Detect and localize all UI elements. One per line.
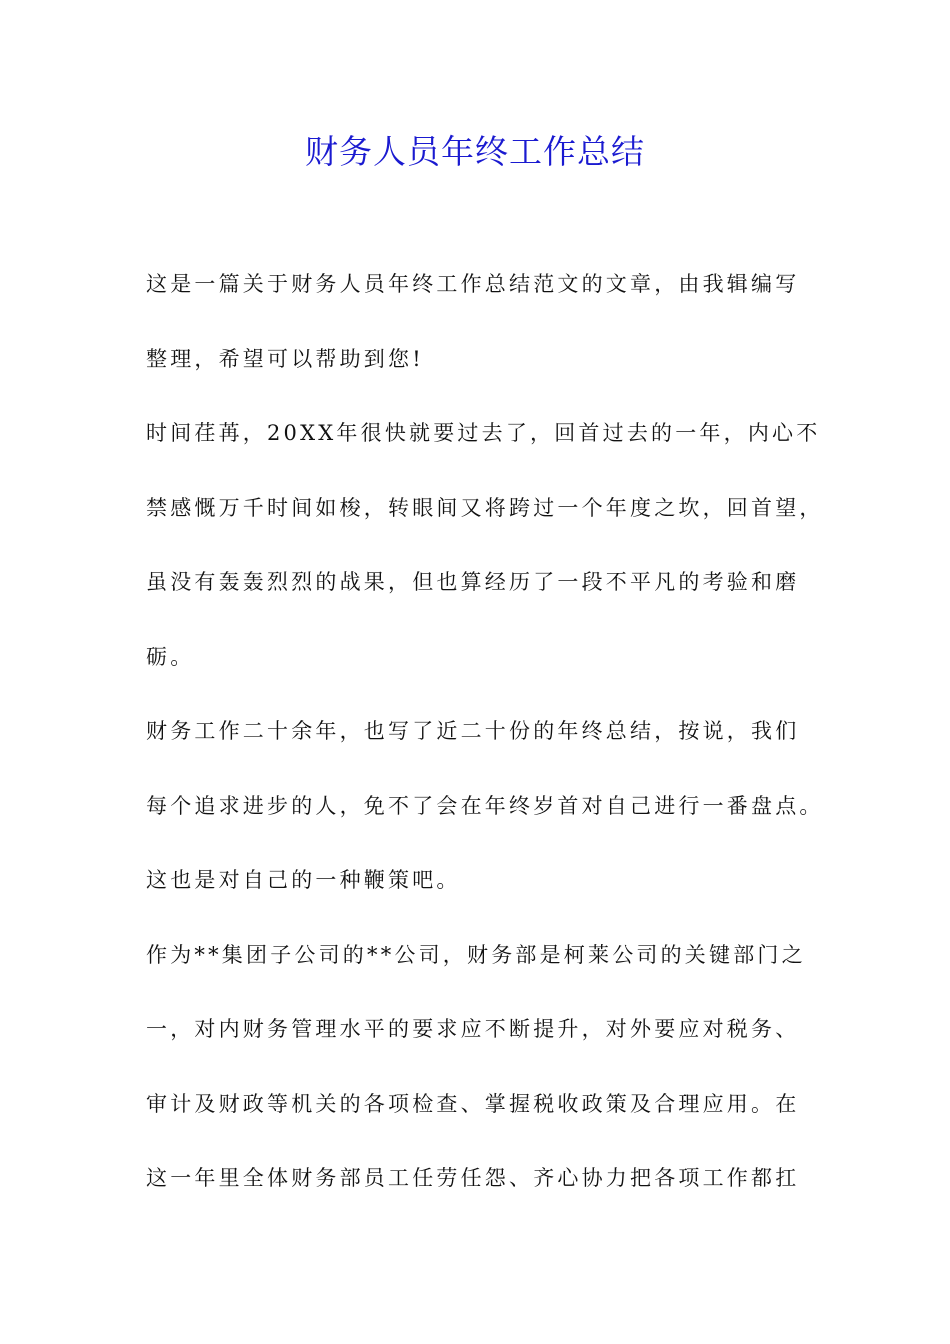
body-line: 一，对内财务管理水平的要求应不断提升，对外要应对税务、 (146, 1017, 800, 1041)
body-line: 作为**集团子公司的**公司，财务部是柯莱公司的关键部门之 (146, 942, 806, 967)
body-line: 整理，希望可以帮助到您! (146, 346, 424, 371)
body-line: 虽没有轰轰烈烈的战果，但也算经历了一段不平凡的考验和磨 (146, 570, 800, 594)
document-body (146, 262, 826, 1231)
page-title: 财务人员年终工作总结 (305, 132, 645, 171)
body-line: 每个追求进步的人，免不了会在年终岁首对自己进行一番盘点。 (146, 793, 824, 818)
body-line: 财务工作二十余年，也写了近二十份的年终总结，按说，我们 (146, 719, 800, 743)
body-line: 砺。 (146, 644, 195, 669)
body-line: 禁感慨万千时间如梭，转眼间又将跨过一个年度之坎，回首望， (146, 495, 824, 520)
body-line: 审计及财政等机关的各项检查、掌握税收政策及合理应用。在 (146, 1091, 800, 1116)
body-line: 这也是对自己的一种鞭策吧。 (146, 868, 461, 892)
body-line: 时间荏苒，20XX年很快就要过去了，回首过去的一年，内心不 (146, 421, 821, 445)
body-line: 这是一篇关于财务人员年终工作总结范文的文章，由我辑编写 (146, 272, 800, 296)
body-line: 这一年里全体财务部员工任劳任怨、齐心协力把各项工作都扛 (146, 1166, 800, 1190)
